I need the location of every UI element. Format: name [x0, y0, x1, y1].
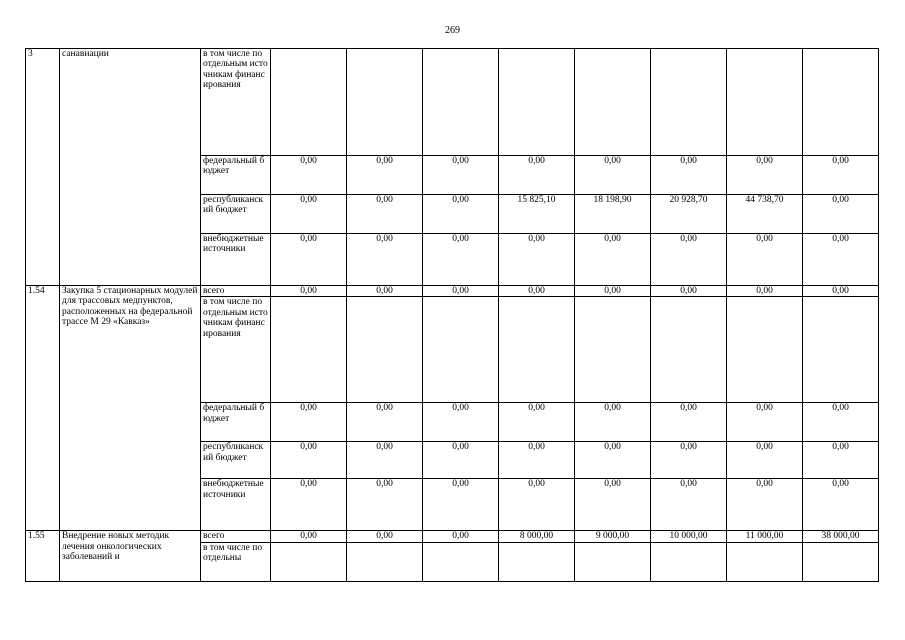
- amount-cell: 0,00: [727, 234, 803, 286]
- amount-cell: 0,00: [499, 479, 575, 531]
- amount-cell: [347, 542, 423, 581]
- amount-cell: 0,00: [651, 234, 727, 286]
- amount-cell: 0,00: [347, 479, 423, 531]
- amount-cell: 18 198,90: [575, 195, 651, 234]
- amount-cell: 0,00: [271, 403, 347, 442]
- amount-cell: [803, 49, 879, 156]
- amount-cell: [347, 297, 423, 403]
- amount-cell: [651, 297, 727, 403]
- amount-cell: 0,00: [651, 156, 727, 195]
- amount-cell: [423, 297, 499, 403]
- funding-source: федеральный бюджет: [201, 403, 271, 442]
- amount-cell: [803, 542, 879, 581]
- amount-cell: 0,00: [271, 234, 347, 286]
- amount-cell: 0,00: [347, 442, 423, 479]
- amount-cell: 0,00: [423, 479, 499, 531]
- funding-source: республиканский бюджет: [201, 195, 271, 234]
- amount-cell: 0,00: [803, 234, 879, 286]
- funding-source: в том числе по отдельным источникам финансирования: [201, 49, 271, 156]
- amount-cell: 9 000,00: [575, 531, 651, 542]
- amount-cell: 0,00: [803, 195, 879, 234]
- amount-cell: 0,00: [347, 234, 423, 286]
- section-name: Закупка 5 стационарных модулей для трассовых медпунктов, расположенных на федеральной трассе М 29 «Кавказ»: [60, 286, 201, 531]
- amount-cell: 0,00: [271, 442, 347, 479]
- page-number: 269: [445, 25, 460, 36]
- amount-cell: 0,00: [651, 442, 727, 479]
- amount-cell: 0,00: [727, 156, 803, 195]
- amount-cell: 20 928,70: [651, 195, 727, 234]
- amount-cell: 0,00: [423, 531, 499, 542]
- amount-cell: 0,00: [271, 156, 347, 195]
- amount-cell: [575, 542, 651, 581]
- funding-source: федеральный бюджет: [201, 156, 271, 195]
- amount-cell: [727, 542, 803, 581]
- amount-cell: 0,00: [347, 403, 423, 442]
- amount-cell: 0,00: [651, 403, 727, 442]
- amount-cell: [727, 297, 803, 403]
- amount-cell: 0,00: [499, 286, 575, 297]
- amount-cell: 0,00: [803, 403, 879, 442]
- table-row: [26, 531, 879, 542]
- amount-cell: 0,00: [499, 403, 575, 442]
- amount-cell: 0,00: [423, 286, 499, 297]
- amount-cell: 0,00: [347, 531, 423, 542]
- funding-source: внебюджетные источники: [201, 234, 271, 286]
- table-row: [26, 286, 879, 297]
- amount-cell: [651, 542, 727, 581]
- amount-cell: 0,00: [575, 479, 651, 531]
- amount-cell: 0,00: [423, 442, 499, 479]
- amount-cell: 15 825,10: [499, 195, 575, 234]
- amount-cell: [575, 49, 651, 156]
- amount-cell: 0,00: [347, 195, 423, 234]
- amount-cell: 0,00: [651, 286, 727, 297]
- amount-cell: [575, 297, 651, 403]
- amount-cell: 0,00: [727, 286, 803, 297]
- amount-cell: 0,00: [423, 156, 499, 195]
- amount-cell: [803, 297, 879, 403]
- section-index: 1.54: [26, 286, 60, 531]
- amount-cell: [499, 49, 575, 156]
- amount-cell: 0,00: [271, 286, 347, 297]
- section-index: 1.55: [26, 531, 60, 581]
- table-row: [26, 49, 879, 156]
- amount-cell: 0,00: [575, 286, 651, 297]
- amount-cell: 0,00: [499, 156, 575, 195]
- amount-cell: 0,00: [271, 195, 347, 234]
- amount-cell: 0,00: [727, 479, 803, 531]
- amount-cell: 10 000,00: [651, 531, 727, 542]
- amount-cell: 38 000,00: [803, 531, 879, 542]
- funding-source: всего: [201, 286, 271, 297]
- amount-cell: 0,00: [651, 479, 727, 531]
- section-name: Внедрение новых методик лечения онкологических заболеваний и: [60, 531, 201, 581]
- amount-cell: 0,00: [575, 442, 651, 479]
- amount-cell: [499, 542, 575, 581]
- amount-cell: [499, 297, 575, 403]
- amount-cell: [271, 297, 347, 403]
- amount-cell: 0,00: [803, 479, 879, 531]
- amount-cell: [271, 542, 347, 581]
- amount-cell: [727, 49, 803, 156]
- amount-cell: [651, 49, 727, 156]
- amount-cell: [423, 49, 499, 156]
- amount-cell: [271, 49, 347, 156]
- funding-source: внебюджетные источники: [201, 479, 271, 531]
- amount-cell: 0,00: [271, 531, 347, 542]
- amount-cell: 0,00: [499, 442, 575, 479]
- amount-cell: 0,00: [575, 234, 651, 286]
- amount-cell: [347, 49, 423, 156]
- funding-source: в том числе по отдельны: [201, 542, 271, 581]
- amount-cell: 0,00: [727, 403, 803, 442]
- amount-cell: 0,00: [803, 156, 879, 195]
- budget-table: [25, 48, 879, 582]
- amount-cell: 0,00: [575, 403, 651, 442]
- amount-cell: 0,00: [271, 479, 347, 531]
- section-index: 3: [26, 49, 60, 286]
- amount-cell: 0,00: [803, 442, 879, 479]
- amount-cell: 0,00: [499, 234, 575, 286]
- funding-source: всего: [201, 531, 271, 542]
- amount-cell: 0,00: [423, 234, 499, 286]
- funding-source: в том числе по отдельным источникам финансирования: [201, 297, 271, 403]
- amount-cell: 0,00: [347, 286, 423, 297]
- funding-source: республиканский бюджет: [201, 442, 271, 479]
- amount-cell: 0,00: [423, 403, 499, 442]
- amount-cell: 0,00: [727, 442, 803, 479]
- amount-cell: 11 000,00: [727, 531, 803, 542]
- amount-cell: 0,00: [803, 286, 879, 297]
- amount-cell: 0,00: [423, 195, 499, 234]
- section-name: санавиации: [60, 49, 201, 286]
- amount-cell: 0,00: [575, 156, 651, 195]
- amount-cell: 0,00: [347, 156, 423, 195]
- amount-cell: 8 000,00: [499, 531, 575, 542]
- amount-cell: 44 738,70: [727, 195, 803, 234]
- amount-cell: [423, 542, 499, 581]
